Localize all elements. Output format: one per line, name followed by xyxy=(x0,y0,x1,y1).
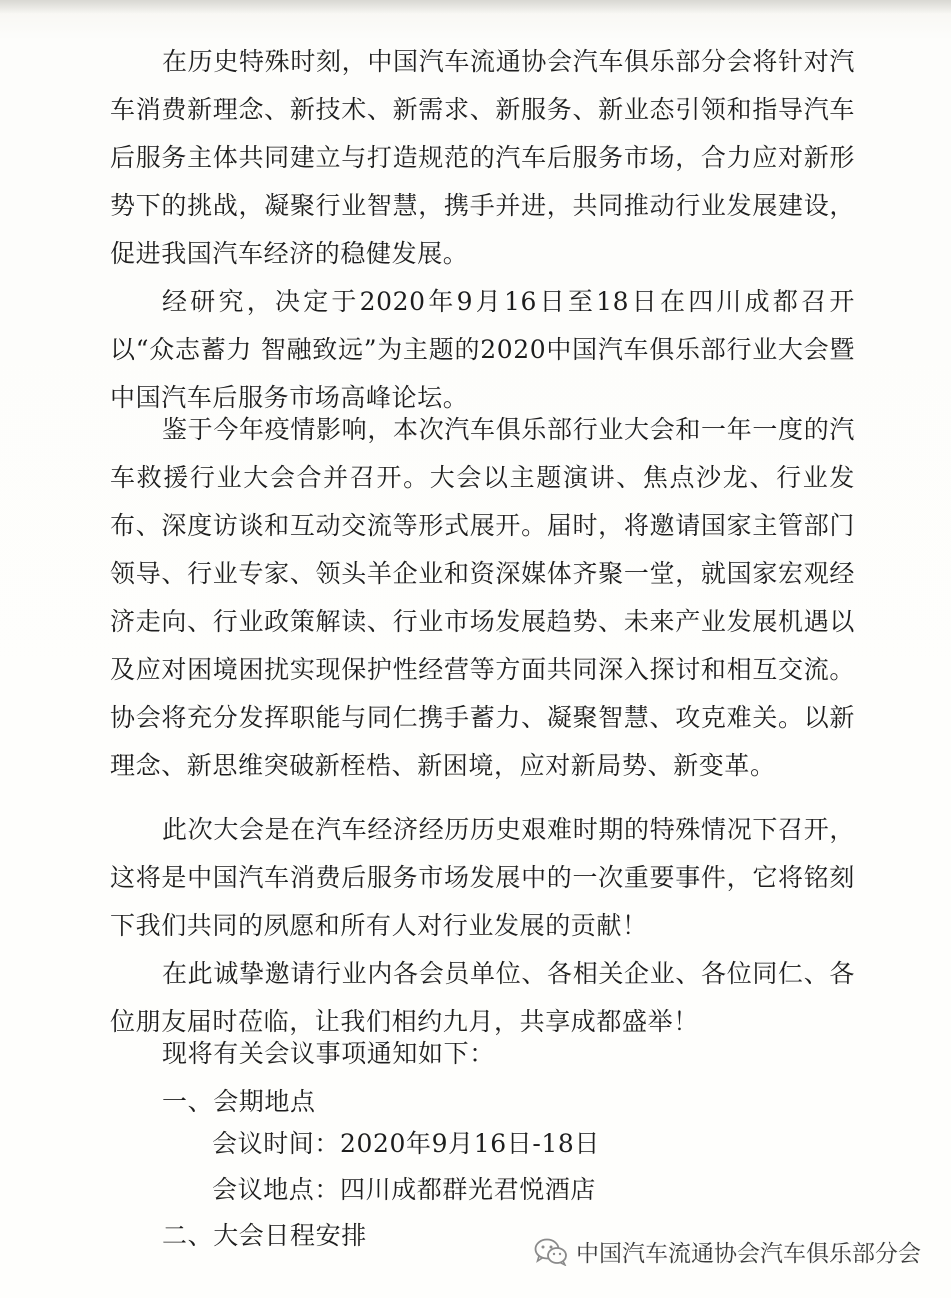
watermark-text: 中国汽车流通协会汽车俱乐部分会 xyxy=(576,1241,921,1267)
paragraph-decision: 经研究，决定于2020年9月16日至18日在四川成都召开以“众志蓄力 智融致远”为主题的2020中国汽车俱乐部行业大会暨中国汽车后服务市场高峰论坛。 xyxy=(110,287,855,412)
notice-intro: 现将有关会议事项通知如下： xyxy=(162,1039,495,1068)
paragraph-intro: 在历史特殊时刻，中国汽车流通协会汽车俱乐部分会将针对汽车消费新理念、新技术、新需求、新服务、新业态引领和指导汽车后服务主体共同建立与打造规范的汽车后服务市场，合力应对新形势下的挑战，凝聚行业智慧，携手并进，共同推动行业发展建设，促进我国汽车经济的稳健发展。 xyxy=(110,47,855,268)
meeting-time: 会议时间：2020年9月16日-18日 xyxy=(212,1129,600,1158)
scan-edge-shadow xyxy=(0,0,951,14)
paragraph-significance: 此次大会是在汽车经济经历历史艰难时期的特殊情况下召开，这将是中国汽车消费后服务市场发展中的一次重要事件，它将铭刻下我们共同的夙愿和所有人对行业发展的贡献！ xyxy=(110,815,855,940)
paragraph-merge: 鉴于今年疫情影响，本次汽车俱乐部行业大会和一年一度的汽车救援行业大会合并召开。大会以主题演讲、焦点沙龙、行业发布、深度访谈和互动交流等形式展开。届时，将邀请国家主管部门领导、行业专家、领头羊企业和资深媒体齐聚一堂，就国家宏观经济走向、行业政策解读、行业市场发展趋势、未来产业发展机遇以及应对困境困扰实现保护性经营等方面共同深入探讨和相互交流。协会将充分发挥职能与同仁携手蓄力、凝聚智慧、攻克难关。以新理念、新思维突破新桎梏、新困境，应对新局势、新变革。 xyxy=(110,415,855,780)
wechat-icon xyxy=(534,1238,568,1266)
section-2-title: 二、大会日程安排 xyxy=(162,1221,367,1250)
wechat-watermark xyxy=(534,1235,921,1268)
paragraph-invitation: 在此诚挚邀请行业内各会员单位、各相关企业、各位同仁、各位朋友届时莅临，让我们相约九月，共享成都盛举！ xyxy=(110,959,855,1036)
section-1-title: 一、会期地点 xyxy=(162,1087,316,1116)
meeting-place: 会议地点：四川成都群光君悦酒店 xyxy=(212,1175,597,1204)
